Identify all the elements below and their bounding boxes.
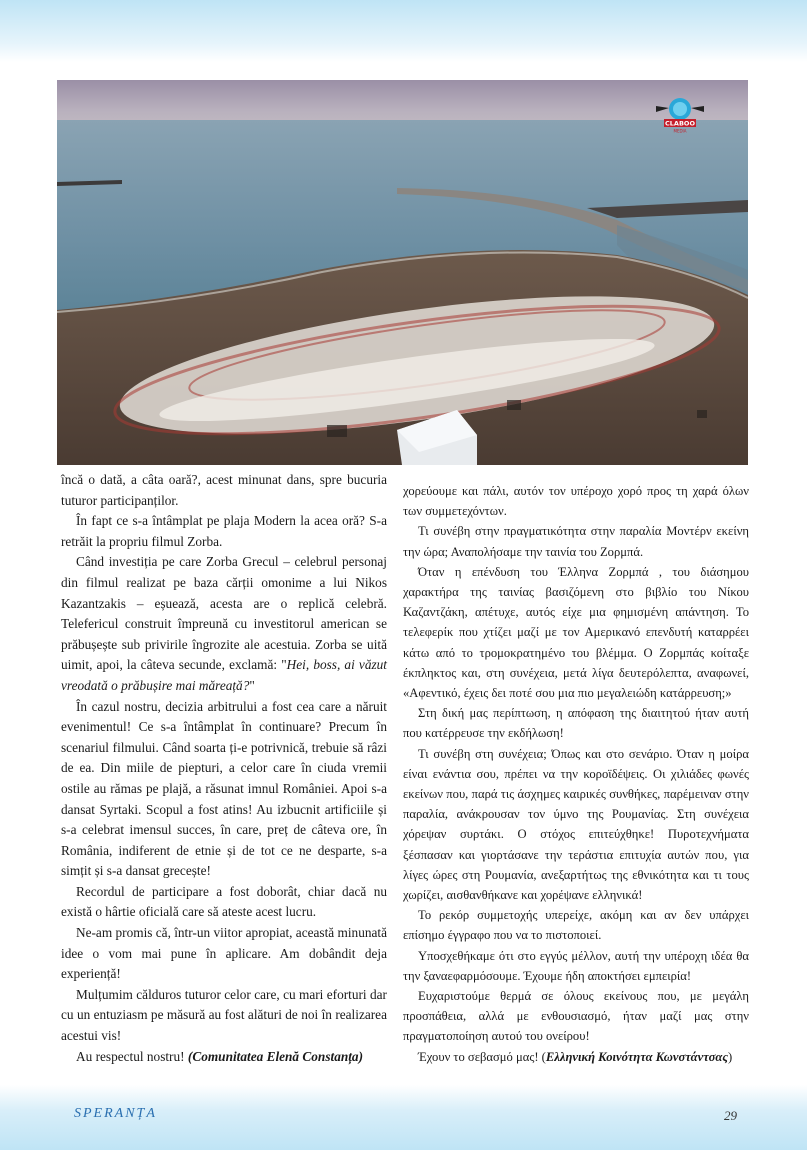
romanian-column	[61, 470, 387, 1067]
gr-paragraph-2: Τι συνέβη στην πραγματικότητα στην παραλία Μοντέρν εκείνη την ώρα; Αναπολήσαμε την ταινία του Ζορμπά.	[403, 524, 749, 559]
ro-paragraph-8	[61, 1047, 387, 1068]
ro-paragraph-6: Ne-am promis că, într-un viitor apropiat, această minunată idee o vom mai pune în aplicare. Am dobândit deja experiență!	[61, 925, 387, 982]
ro-paragraph-3	[61, 552, 387, 696]
magazine-name: SPERANȚA	[74, 1106, 157, 1121]
gr-paragraph-8: Ευχαριστούμε θερμά σε όλους εκείνους που, με μεγάλη προσπάθεια, αλλά με ενθουσιασμό, ήταν μαζί μας στην πραγματοποίηση αυτού του ονείρου!	[403, 989, 749, 1044]
gr-paragraph-3: Όταν η επένδυση του Έλληνα Ζορμπά , του διάσημου χαρακτήρα της ταινίας βασιζόμενη στο βιβλίο του Νίκου Καζαντζάκη, απέτυχε, αυτός είχε μια φημισμένη απάντηση. Το τελεφερίκ που χτίζει μαζί με τον Αμερικανό επενδυτή καταρρέει κάτω από το τρομοκρατημένο του βλέμμα. Ο Ζορμπάς κοίταξε έκπληκτος και, στη συνέχεια, μετά λίγα δευτερόλεπτα, αναφωνεί, «Αφεντικό, έχεις δει ποτέ σου μια πιο μεγαλειώδη κατάρρευση;»	[403, 564, 749, 701]
gr-paragraph-6: Το ρεκόρ συμμετοχής υπερείχε, ακόμη και αν δεν υπάρχει επίσημο έγγραφο που να το πιστοποιεί.	[403, 908, 749, 943]
gr-paragraph-4: Στη δική μας περίπτωση, η απόφαση της διαιτητού ήταν αυτή που κατέρρευσε την εκδήλωση!	[403, 706, 749, 741]
claboo-logo	[652, 94, 708, 134]
gr-closing-paren: )	[727, 1049, 733, 1064]
gr-paragraph-7: Υποσχεθήκαμε ότι στο εγγύς μέλλον, αυτή την υπέροχη ιδέα θα την ξαναεφαρμόσουμε. Έχουμε ήδη αποκτήσει εμπειρία!	[403, 948, 749, 983]
logo-subtext: MEDIA	[673, 128, 687, 134]
logo-text: CLABOO	[665, 119, 695, 128]
ro-paragraph-1: încă o dată, a câta oară?, acest minunat dans, spre bucuria tuturor participanților.	[61, 472, 387, 508]
gr-paragraph-9	[403, 1047, 749, 1067]
ro-signature: (Comunitatea Elenă Constanța)	[187, 1048, 364, 1064]
gr-paragraph-5: Τι συνέβη στη συνέχεια; Όπως και στο σενάριο. Όταν η μοίρα είναι ενάντια σου, πρέπει να την κοροϊδέψεις. Οι χιλιάδες φωνές εκείνων που, παρά τις άσχημες καιρικές συνθήκες, παρέμειναν στην παραλία, ανάκρουσαν τον ύμνο της Ρουμανίας. Στη συνέχεια χόρεψαν συρτάκι. Ο στόχος επιτεύχθηκε! Πυροτεχνήματα ξέσπασαν και γιορτάσανε την τεράστια επιτυχία αυτών που, για λίγες ώρες στη Ρουμανία, ανεξαρτήτως της εθνικότητα και τι τους χωρίζει, αισθανθήκανε και χορέψανε ελληνικά!	[403, 746, 749, 903]
ro-paragraph-3-text: Când investiția pe care Zorba Grecul – celebrul personaj din filmul realizat pe baza cărții omonime a lui Nikos Kazantzakis – eșuează, acesta are o replică celebră. Telefericul construit împreună cu investitorul american se prăbușește sub privirile îngrozite ale acestuia. Zorba se uită uimit, apoi, la câteva secunde, exclamă: "	[61, 554, 387, 673]
ro-paragraph-7: Mulțumim călduros tuturor celor care, cu mari eforturi dar cu un entuziasm pe măsură au fost alături de noi în realizarea acestui vis!	[61, 986, 387, 1044]
page-number: 29	[724, 1108, 737, 1123]
ro-paragraph-5: Recordul de participare a fost doborât, chiar dacă nu există o hârtie oficială care să ateste acest lucru.	[61, 883, 387, 920]
gr-signature: Ελληνική Κοινότητα Κωνστάντσας	[545, 1049, 728, 1064]
ro-paragraph-2: În fapt ce s-a întâmplat pe plaja Modern la acea oră? S-a retrăit la propriu filmul Zorba.	[61, 513, 387, 549]
zorba-quote: Hei, boss, ai văzut vreodată o prăbușire mai măreață?	[61, 657, 387, 693]
greek-column	[403, 481, 749, 1067]
quote-close: "	[249, 677, 255, 693]
beach-aerial-photo	[57, 80, 748, 465]
gr-closing: Έχουν το σεβασμό μας! (	[418, 1049, 546, 1064]
gr-paragraph-1: χορεύουμε και πάλι, αυτόν τον υπέροχο χορό προς τη χαρά όλων των συμμετεχόντων.	[403, 484, 749, 519]
top-decorative-band	[0, 0, 807, 62]
ro-closing: Au respectul nostru!	[76, 1048, 188, 1064]
ro-paragraph-4: În cazul nostru, decizia arbitrului a fost cea care a năruit evenimentul! Ce s-a întâmplat în continuare? Precum în scenariul filmului. Când soarta ți-e potrivnică, trebuie să râzi de ea. Din miile de piepturi, a celor care în ciuda vremii ostile au rămas pe plajă, a răsunat imnul României. Apoi s-a dansat Syrtaki. Scopul a fost atins! Au izbucnit artificiile și s-a celebrat imensul succes, în care, preț de câteva ore, în România, indiferent de etnie și de tot ce ne desparte, s-a simțit și s-a dansat grecește!	[61, 698, 387, 879]
